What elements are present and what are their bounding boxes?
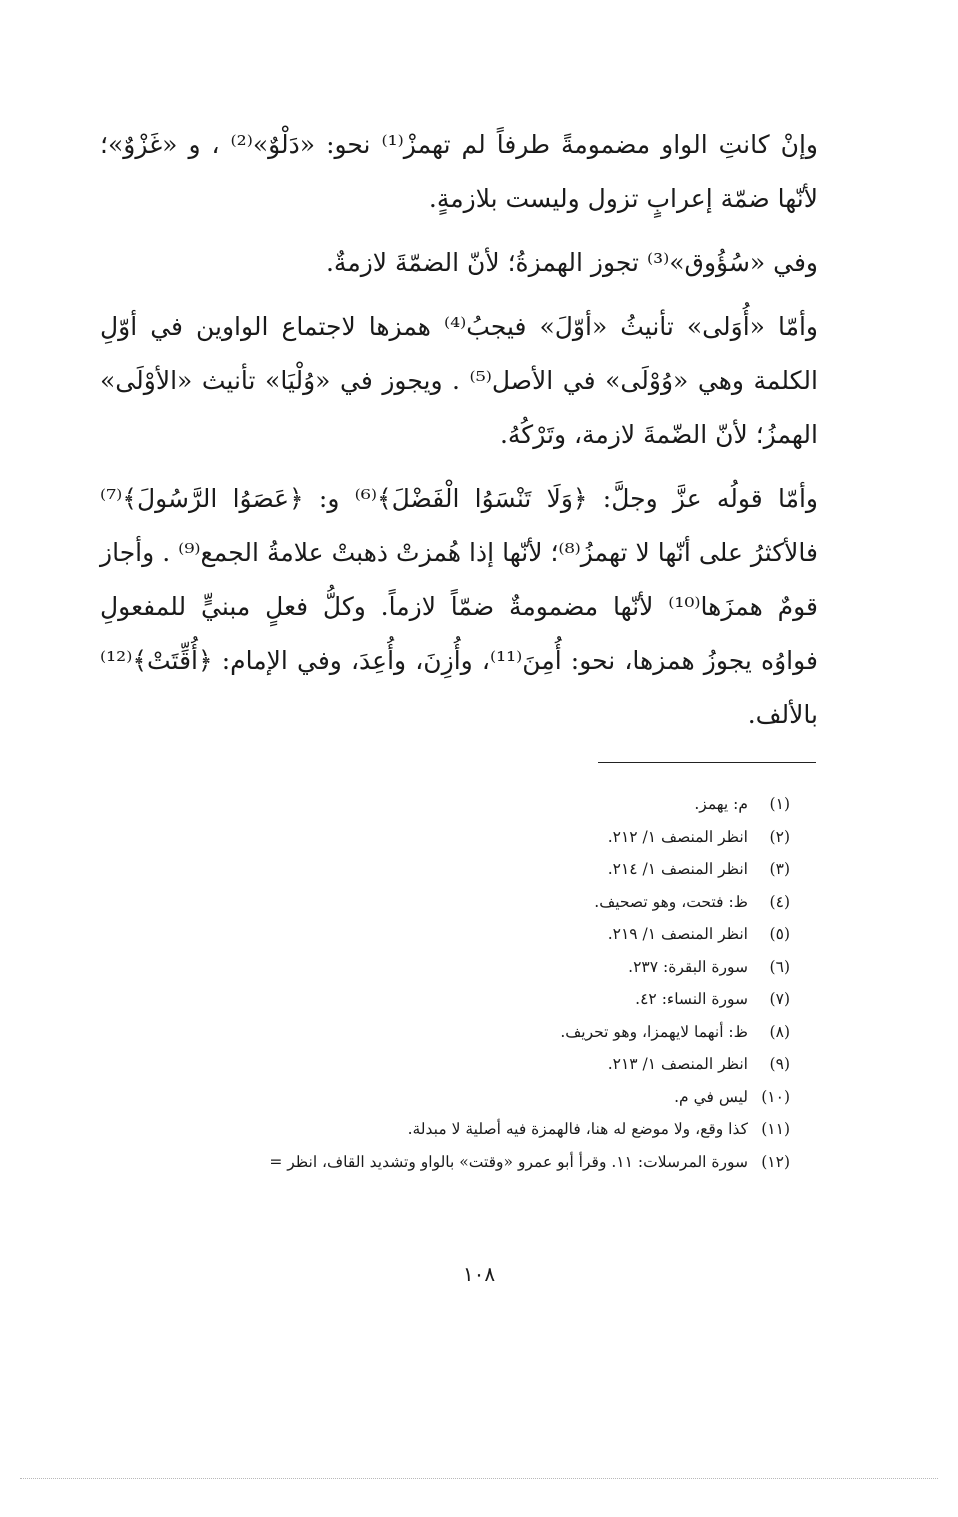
scan-edge-artifact bbox=[20, 1478, 938, 1479]
footnote-number: (١٢) bbox=[761, 1152, 790, 1171]
footnote bbox=[78, 1016, 790, 1049]
main-text bbox=[100, 118, 818, 752]
paragraph-2: وفي «سُؤُوق»⁽³⁾ تجوز الهمزةُ؛ لأنّ الضمّةَ لازمةٌ. bbox=[325, 248, 818, 277]
footnote-text: سورة البقرة: ٢٣٧. bbox=[628, 957, 748, 976]
footnote-text: انظر المنصف ١/ ٢١٢. bbox=[607, 827, 748, 846]
footnote bbox=[78, 1146, 790, 1179]
footnote bbox=[78, 821, 790, 854]
footnote bbox=[78, 1048, 790, 1081]
paragraph-4: وأمّا قولُه عزَّ وجلَّ: ﴿وَلَا تَنْسَوُا الْفَضْلَ﴾⁽⁶⁾ و: ﴿عَصَوُا الرَّسُولَ﴾⁽⁷⁾ فالأكثرُ على أنّها لا تهمزُ⁽⁸⁾؛ لأنّها إذا هُمزتْ ذهبتْ علامةُ الجمع⁽⁹⁾ . وأجاز قومٌ همزَها⁽¹⁰⁾ لأنّها مضمومةٌ ضمّاً لازماً. وكلُّ فعلٍ مبنيٍّ للمفعولِ فواوُه يجوزُ همزها، نحو: أُمِنَ⁽¹¹⁾، وأُزِنَ، وأُعِدَ، وفي الإمام: ﴿أُقِّتَتْ﴾⁽¹²⁾ بالألف. bbox=[100, 484, 818, 729]
footnote-number: (١) bbox=[769, 795, 790, 813]
footnote bbox=[78, 1081, 790, 1114]
footnote-text: انظر المنصف ١/ ٢١٣. bbox=[607, 1055, 748, 1073]
footnote-text: سورة المرسلات: ١١. وقرأ أبو عمرو «وقتت» بالواو وتشديد القاف، انظر = bbox=[269, 1152, 748, 1171]
footnote bbox=[78, 983, 790, 1016]
footnote bbox=[78, 918, 790, 951]
footnotes-list bbox=[78, 788, 790, 1178]
footnote-text: م: يهمز. bbox=[694, 795, 748, 813]
footnote-text: كذا وقع، ولا موضع له هنا، فالهمزة فيه أصلية لا مبدلة. bbox=[407, 1120, 748, 1138]
footnote bbox=[78, 886, 790, 919]
footnote-number: (٧) bbox=[769, 990, 790, 1008]
paragraph-1: وإنْ كانتِ الواو مضمومةً طرفاً لم تهمزْ⁽¹⁾ نحو: «دَلْوٌ»⁽²⁾ ، و «غَزْوٌ»؛ لأنّها ضمّة إعرابٍ تزول وليست بلازمةٍ. bbox=[100, 130, 818, 213]
footnote-text: ظ: أنهما لايهمزا، وهو تحريف. bbox=[560, 1022, 748, 1041]
footnote-text: سورة النساء: ٤٢. bbox=[635, 990, 748, 1008]
footnote-text: انظر المنصف ١/ ٢١٤. bbox=[607, 860, 748, 878]
footnote bbox=[78, 853, 790, 886]
footnote-text: ليس في م. bbox=[674, 1087, 748, 1106]
footnote-number: (٣) bbox=[769, 860, 790, 878]
page-number: ١٠٨ bbox=[462, 1262, 496, 1286]
footnote-number: (٦) bbox=[769, 957, 790, 976]
footnote-text: ظ: فتحت، وهو تصحيف. bbox=[594, 892, 748, 911]
footnote-text: انظر المنصف ١/ ٢١٩. bbox=[607, 925, 748, 943]
footnote-number: (١١) bbox=[761, 1120, 790, 1138]
paragraph-3: وأمّا «أُوَلى» تأنيثُ «أوّلَ» فيجبُ⁽⁴⁾ همزها لاجتماع الواوين في أوّلِ الكلمة وهي «وُوْلَى» في الأصل⁽⁵⁾ . ويجوز في «وُلْيَا» تأنيث «الأوْلَى» الهمزُ؛ لأنّ الضّمةَ لازمة، وتَرْكُهُ. bbox=[100, 312, 818, 449]
footnote bbox=[78, 1113, 790, 1146]
footnote bbox=[78, 951, 790, 984]
footnote-number: (١٠) bbox=[761, 1087, 790, 1106]
footnote-number: (٤) bbox=[769, 892, 790, 911]
footnote-number: (٨) bbox=[769, 1022, 790, 1041]
footnote bbox=[78, 788, 790, 821]
footnote-number: (٢) bbox=[769, 827, 790, 846]
footnote-number: (٩) bbox=[769, 1055, 790, 1073]
footnote-separator bbox=[598, 762, 816, 763]
footnote-number: (٥) bbox=[769, 925, 790, 943]
